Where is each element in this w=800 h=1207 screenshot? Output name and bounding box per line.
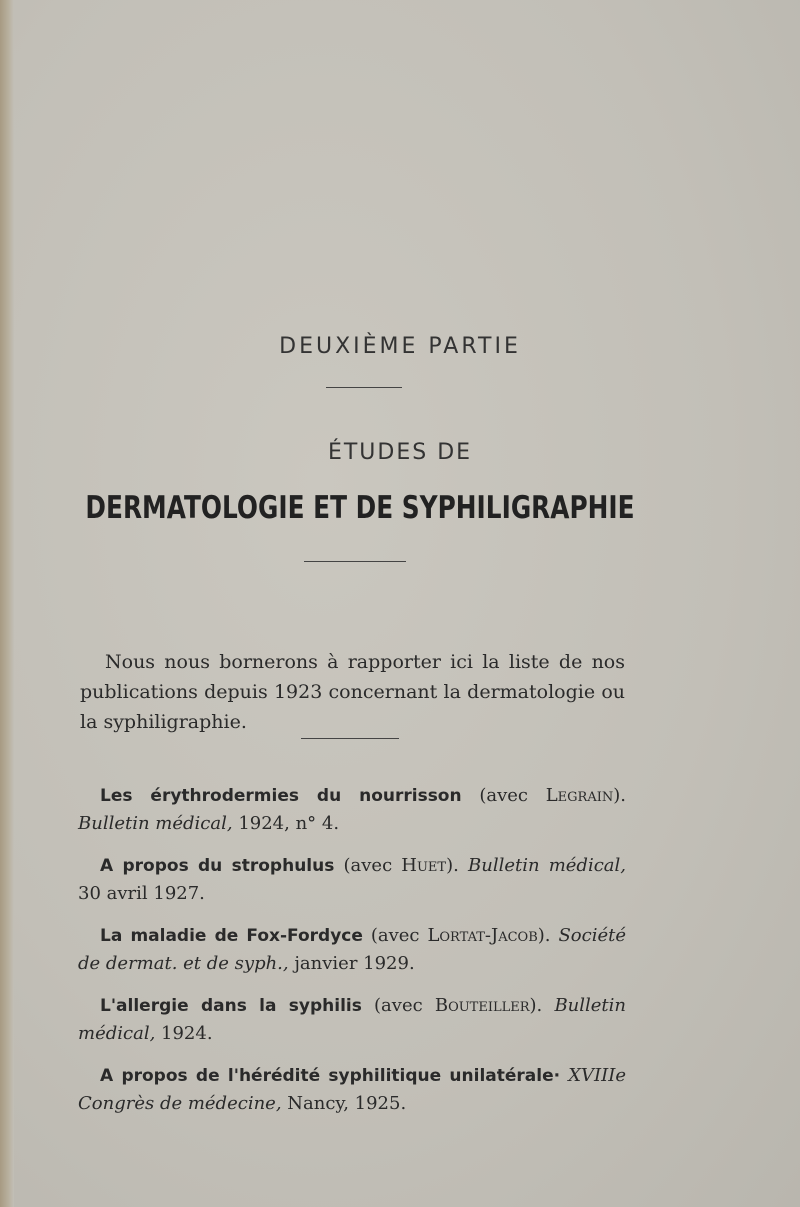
reference-title: A propos de l'hérédité syphilitique unilatérale· [100, 1066, 561, 1086]
reference-title: A propos du strophulus [100, 856, 335, 876]
divider-rule [301, 738, 399, 739]
reference-coauthor: Bouteiller [434, 995, 530, 1016]
divider-rule [304, 561, 406, 562]
reference-title: Les érythrodermies du nourrisson [100, 786, 462, 806]
divider-rule [326, 387, 402, 388]
reference-publication: Bulletin médical, [468, 855, 626, 876]
reference-publication: XVIIIe Congrès de médecine, [78, 1065, 626, 1114]
reference-item: L'allergie dans la syphilis (avec Bouteiller). Bulletin médical, 1924. [78, 995, 627, 1044]
main-heading: DERMATOLOGIE ET DE SYPHILIGRAPHIE [85, 490, 635, 526]
reference-list [78, 782, 626, 1132]
reference-publication: Bulletin médical, [78, 995, 627, 1044]
reference-publication: Bulletin médical, [78, 813, 233, 834]
part-heading: DEUXIÈME PARTIE [279, 334, 521, 359]
reference-title: L'allergie dans la syphilis [100, 996, 362, 1016]
section-heading: ÉTUDES DE [327, 440, 473, 465]
reference-item: A propos du strophulus (avec Huet). Bulletin médical, 30 avril 1927. [78, 855, 626, 904]
reference-details: janvier 1929. [288, 953, 415, 974]
reference-details: 1924. [155, 1023, 213, 1044]
reference-coauthor: Legrain [545, 785, 614, 806]
reference-item: La maladie de Fox-Fordyce (avec Lortat-Jacob). Société de dermat. et de syph., janvier 1929. [78, 925, 626, 974]
book-spine-edge [0, 0, 14, 1207]
reference-details: 30 avril 1927. [78, 883, 205, 904]
reference-item [78, 1062, 626, 1118]
reference-title: La maladie de Fox-Fordyce [100, 926, 363, 946]
reference-coauthor: Huet [401, 855, 447, 876]
reference-item: Les érythrodermies du nourrisson (avec Legrain). Bulletin médical, 1924, n° 4. [78, 785, 626, 834]
reference-publication: Société de dermat. et de syph., [78, 925, 626, 974]
reference-details: 1924, n° 4. [232, 813, 340, 834]
reference-coauthor: Lortat-Jacob [427, 925, 538, 946]
intro-paragraph: Nous nous bornerons à rapporter ici la liste de nos publications depuis 1923 concernant la dermatologie ou la syphiligraphie. [80, 651, 625, 733]
reference-details: Nancy, 1925. [281, 1093, 407, 1114]
